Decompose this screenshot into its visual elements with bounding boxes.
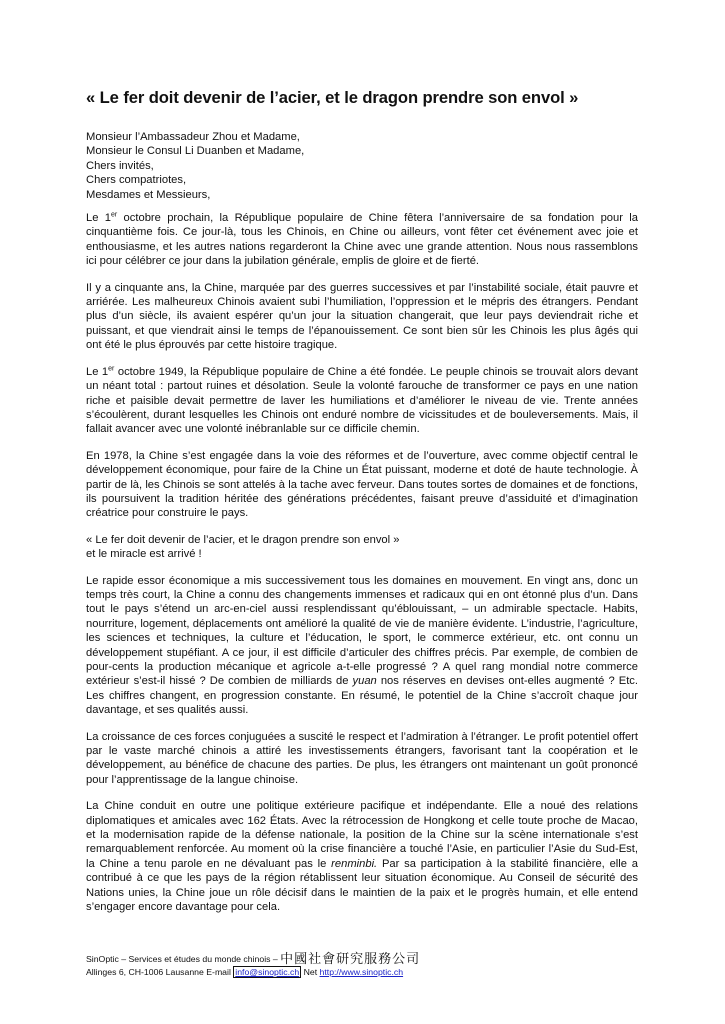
quote-line: « Le fer doit devenir de l’acier, et le dragon prendre son envol » <box>86 533 400 546</box>
footer-address-line <box>86 966 420 979</box>
paragraph-6 <box>86 574 638 718</box>
salutation-line: Chers invités, <box>86 159 154 172</box>
italic-term: renminbi. <box>331 857 378 870</box>
footer-org-line <box>86 953 420 966</box>
salutation-block <box>86 130 638 202</box>
salutation-line: Monsieur l’Ambassadeur Zhou et Madame, <box>86 131 300 143</box>
quote-block <box>86 533 638 562</box>
footer-address: Allinges 6, CH-1006 Lausanne E-mail <box>86 967 234 977</box>
italic-term: yuan <box>352 675 377 688</box>
paragraph-text: octobre prochain, la République populaire de Chine fêtera l’anniversaire de sa fondation pour la cinquantième fois. Ce jour-là, tous les Chinois, en Chine ou ailleurs, vont fêter cet événement avec joie et enthousiasme, et les autres nations regarderont la Chine avec une grande attention. Nous nous rassemblons ici pour célébrer ce jour dans la jubilation générale, emplis de gloire et de fierté. <box>86 212 639 268</box>
paragraph-text: nos réserves en devises ont-elles augmenté ? Etc. Les chiffres changent, en progression constante. En résumé, le potentiel de la Chine s’accroît chaque jour davantage, et ses qualités aussi. <box>86 675 638 717</box>
paragraph-7: La croissance de ces forces conjuguées a suscité le respect et l’admiration à l’étranger. Le profit potentiel offert par le vaste marché chinois a attiré les investissements étrangers, favorisant tant la coopération et le développement, au bénéfice de chacune des parties. De plus, les étrangers ont maintenant un goût prononcé pour l’apprentissage de la langue chinoise. <box>86 730 638 786</box>
paragraph-text: Le rapide essor économique a mis successivement tous les domaines en mouvement. En vingt ans, donc un temps très court, la Chine a connu des changements immenses et radicaux qui en ont étonné plus d’un. Dans tout le pays s’étend un arc-en-ciel aussi resplendissant qu’éblouissant, – un admirable spectacle. Habits, nourriture, logement, déplacements ont amélioré la qualité de vie de manière évidente. L’industrie, l’agriculture, les sciences et techniques, la culture et l’éducation, le sport, le commerce extérieur, etc. ont connu un développement stupéfiant. A ce jour, il est difficile d’articuler des chiffres précis. Par exemple, de combien de pour-cents la production mécanique et agricole a-t-elle progressé ? A quel rang mondial notre commerce extérieur s’est-il hissé ? De combien de milliards de <box>86 574 638 688</box>
website-link[interactable]: http://www.sinoptic.ch <box>319 967 404 977</box>
paragraph-text: La Chine conduit en outre une politique extérieure pacifique et indépendante. Elle a noué des relations diplomatiques et amicales avec 162 États. Avec la rétrocession de Hongkong et celle toute proche de Macao, et la modernisation rapide de la défense nationale, la position de la Chine sur la scène internationale s’est remarquablement renforcée. Au moment où la crise financière a touché l’Asie, en particulier l’Asie du Sud-Est, la Chine a tenu parole en ne dévaluant pas le <box>86 800 638 870</box>
salutation-line: Chers compatriotes, <box>86 174 187 187</box>
paragraph-2: Il y a cinquante ans, la Chine, marquée par des guerres successives et par l’instabilité sociale, était pauvre et arriérée. Les malheureux Chinois avaient subi l’humiliation, l’oppression et le mépris des étrangers. Pendant plus d’un siècle, ils avaient espérer qu’un jour la situation changerait, que leur pays deviendrait riche et puissant, et que viendrait ainsi le temps de l’épanouissement. Ce sont bien sûr les Chinois les plus âgés qui ont été le plus éprouvés par cette histoire tragique. <box>86 281 638 352</box>
email-link[interactable]: info@sinoptic.ch <box>235 967 300 977</box>
page-footer <box>86 953 420 979</box>
paragraph-8 <box>86 799 638 914</box>
paragraph-text: Par sa participation à la stabilité financière, elle a contribué à ce que les pays de la région rétablissent leur situation économique. Au Conseil de sécurité des Nations unies, la Chine joue un rôle décisif dans le maintien de la paix et le progrès humain, et elle entend s’engager encore davantage pour cela. <box>86 857 638 914</box>
footer-chinese-name: 中國社會研究服務公司 <box>280 952 421 967</box>
paragraph-text: Le 1 <box>86 212 111 225</box>
paragraph-4: En 1978, la Chine s’est engagée dans la voie des réformes et de l’ouverture, avec comme objectif central le développement économique, pour faire de la Chine un État puissant, moderne et doté de haute technologie. À partir de là, les Chinois se sont attelés à la tache avec ferveur. Dans toutes sortes de domaines et de fonctions, ils poursuivent la tradition héritée des générations précédentes, faisant preuve d’assiduité et d’imagination créatrice pour construire le pays. <box>86 449 638 520</box>
quote-line: et le miracle est arrivé ! <box>86 548 202 561</box>
superscript: er <box>111 211 118 219</box>
footer-net-label: Net <box>301 967 320 977</box>
paragraph-text: octobre 1949, la République populaire de Chine a été fondée. Le peuple chinois se trouvait alors devant un néant total : partout ruines et désolation. Seule la volonté farouche de transformer ce pays en une nation riche et paisible devait permettre de laver les humiliations et d’améliorer le niveau de vie. Trente années s’écoulèrent, durant lesquelles les Chinois ont enduré nombre de vicissitudes et de bouleversements. Mais, il fallait avancer avec une volonté inébranlable sur ce difficile chemin. <box>86 365 638 436</box>
salutation-line: Mesdames et Messieurs, <box>86 188 211 201</box>
footer-org-text: SinOptic – Services et études du monde chinois – <box>86 954 281 964</box>
superscript: er <box>108 364 115 372</box>
document-title: « Le fer doit devenir de l’acier, et le dragon prendre son envol » <box>86 88 579 107</box>
paragraph-3 <box>86 365 638 437</box>
salutation-line: Monsieur le Consul Li Duanben et Madame, <box>86 145 305 158</box>
paragraph-1 <box>86 211 638 269</box>
document-page <box>86 88 638 927</box>
paragraph-text: Le 1 <box>86 365 109 378</box>
